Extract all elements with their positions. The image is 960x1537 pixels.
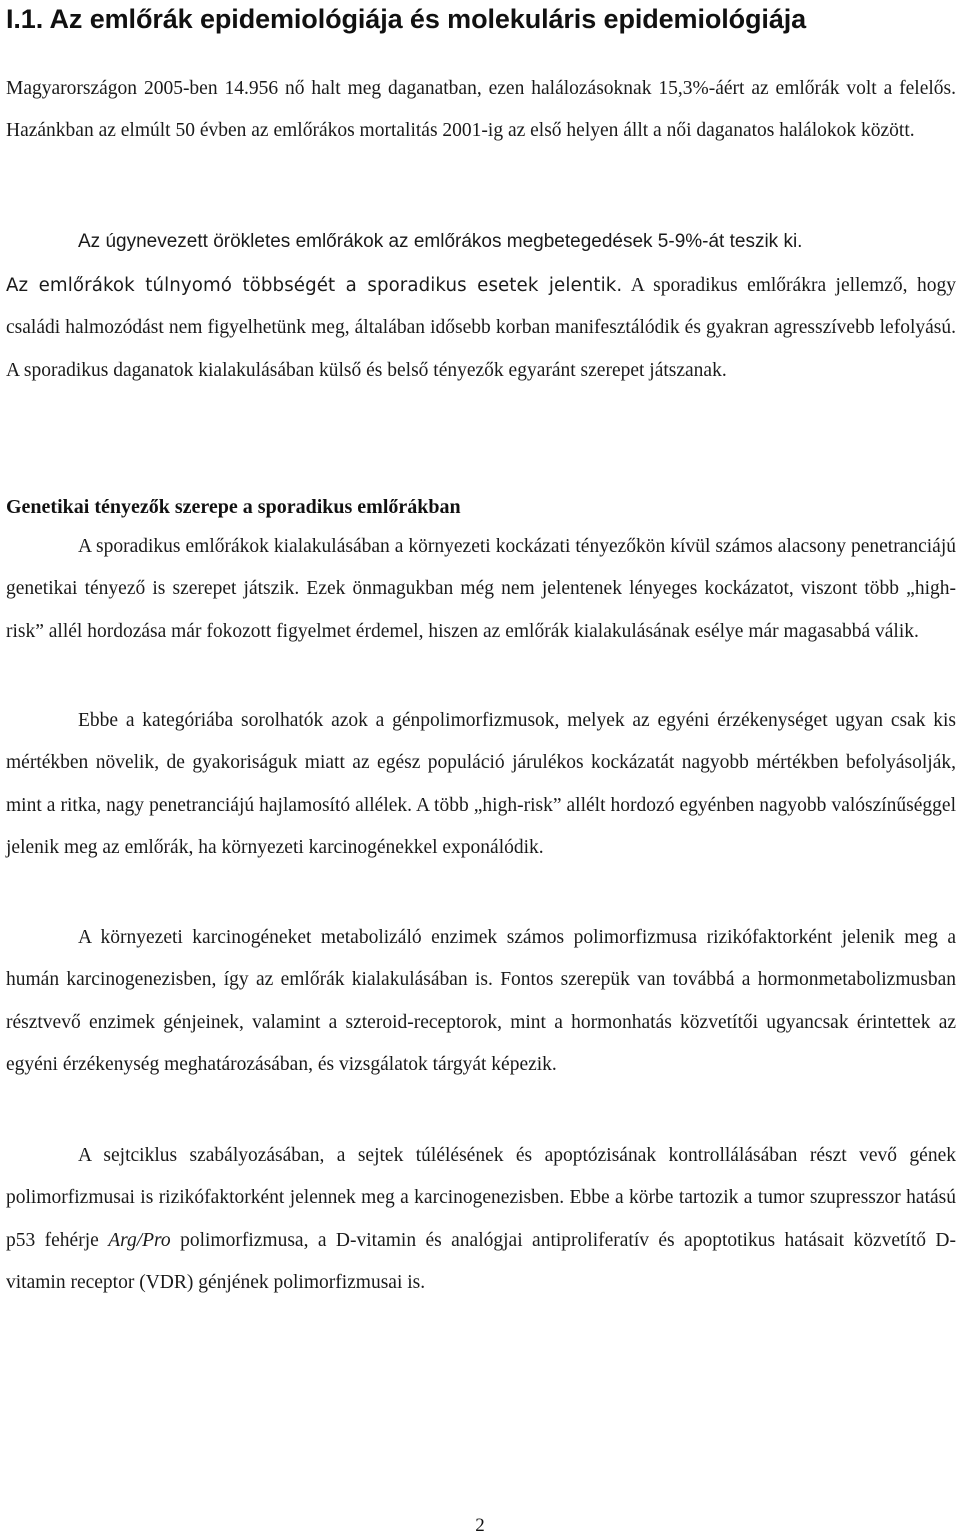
intro-paragraph-2: Az úgynevezett örökletes emlőrákok az emlőrákos megbetegedések 5-9%-át teszik ki. — [78, 231, 803, 252]
section-paragraph-2: Ebbe a kategóriába sorolhatók azok a génpolimorfizmusok, melyek az egyéni érzékenységet ugyan csak kis mértékben növelik, de gyakoriságuk miatt az egész populáció járulékos kockázatát nagyobb mértékben befolyásolják, mint a ritka, nagy penetranciájú hajlamosító allélek. A több „high-risk” allélt hordozó egyénben nagyobb valószínűséggel jelenik meg az emlőrák, ha környezeti karcinogénekkel exponálódik. — [6, 710, 956, 858]
section-paragraph-3: A környezeti karcinogéneket metabolizáló enzimek számos polimorfizmusa rizikófaktorként jelenik meg a humán karcinogenezisben, így az emlőrák kialakulásában is. Fontos szerepük van továbbá a hormonmetabolizmusban résztvevő enzimek génjeinek, valamint a szteroid-receptorok, mint a hormonhatás közvetítői ugyancsak érintettek az egyéni érzékenység meghatározásában, és vizsgálatok tárgyát képezik. — [6, 927, 956, 1075]
p4-text-end: polimorfizmusa, a D-vitamin és analógjai antiproliferatív és apoptotikus hatásait közvetítő D-vitamin receptor (VDR) génjének polimorfizmusai is. — [6, 1229, 956, 1293]
page-number: 2 — [475, 1515, 485, 1536]
p4-text-start: A sejtciklus szabályozásában, a sejtek túlélésének és apoptózisának kontrollálásában részt vevő gének polimorfizmusai is rizikófaktorként jelennek meg a karcinogenezisben. Ebbe a körbe tartozik a tumor szupresszor hatású p53 fehérje — [6, 1145, 956, 1251]
page-title: I.1. Az emlőrák epidemiológiája és molekuláris epidemiológiája — [6, 4, 807, 34]
intro-sentence-rest: A sporadikus emlőrákra jellemző, hogy családi halmozódást nem figyelhetünk meg, általában idősebb korban manifesztálódik és gyakran agresszívebb lefolyású. A sporadikus daganatok kialakulásában külső és belső tényezők egyaránt szerepet játszanak. — [6, 275, 956, 381]
intro-paragraph-3 — [6, 264, 956, 392]
p4-italic-term: Arg/Pro — [108, 1229, 171, 1251]
intro-sentence-sans: Az emlőrákok túlnyomó többségét a sporadikus esetek jelentik. — [6, 275, 623, 296]
intro-paragraph-1: Magyarországon 2005-ben 14.956 nő halt meg daganatban, ezen halálozásoknak 15,3%-áért az emlőrák volt a felelős. Hazánkban az elmúlt 50 évben az emlőrákos mortalitás 2001-ig az első helyen állt a női daganatos halálokok között. — [6, 78, 956, 142]
section-heading: Genetikai tényezők szerepe a sporadikus emlőrákban — [6, 496, 461, 518]
section-paragraph-4 — [6, 1135, 956, 1304]
section-paragraph-1: A sporadikus emlőrákok kialakulásában a környezeti kockázati tényezőkön kívül számos alacsony penetranciájú genetikai tényező is szerepet játszik. Ezek önmagukban még nem jelentenek lényeges kockázatot, viszont több „high-risk” allél hordozása már fokozott figyelmet érdemel, hiszen az emlőrák kialakulásának esélye már magasabbá válik. — [6, 536, 956, 642]
